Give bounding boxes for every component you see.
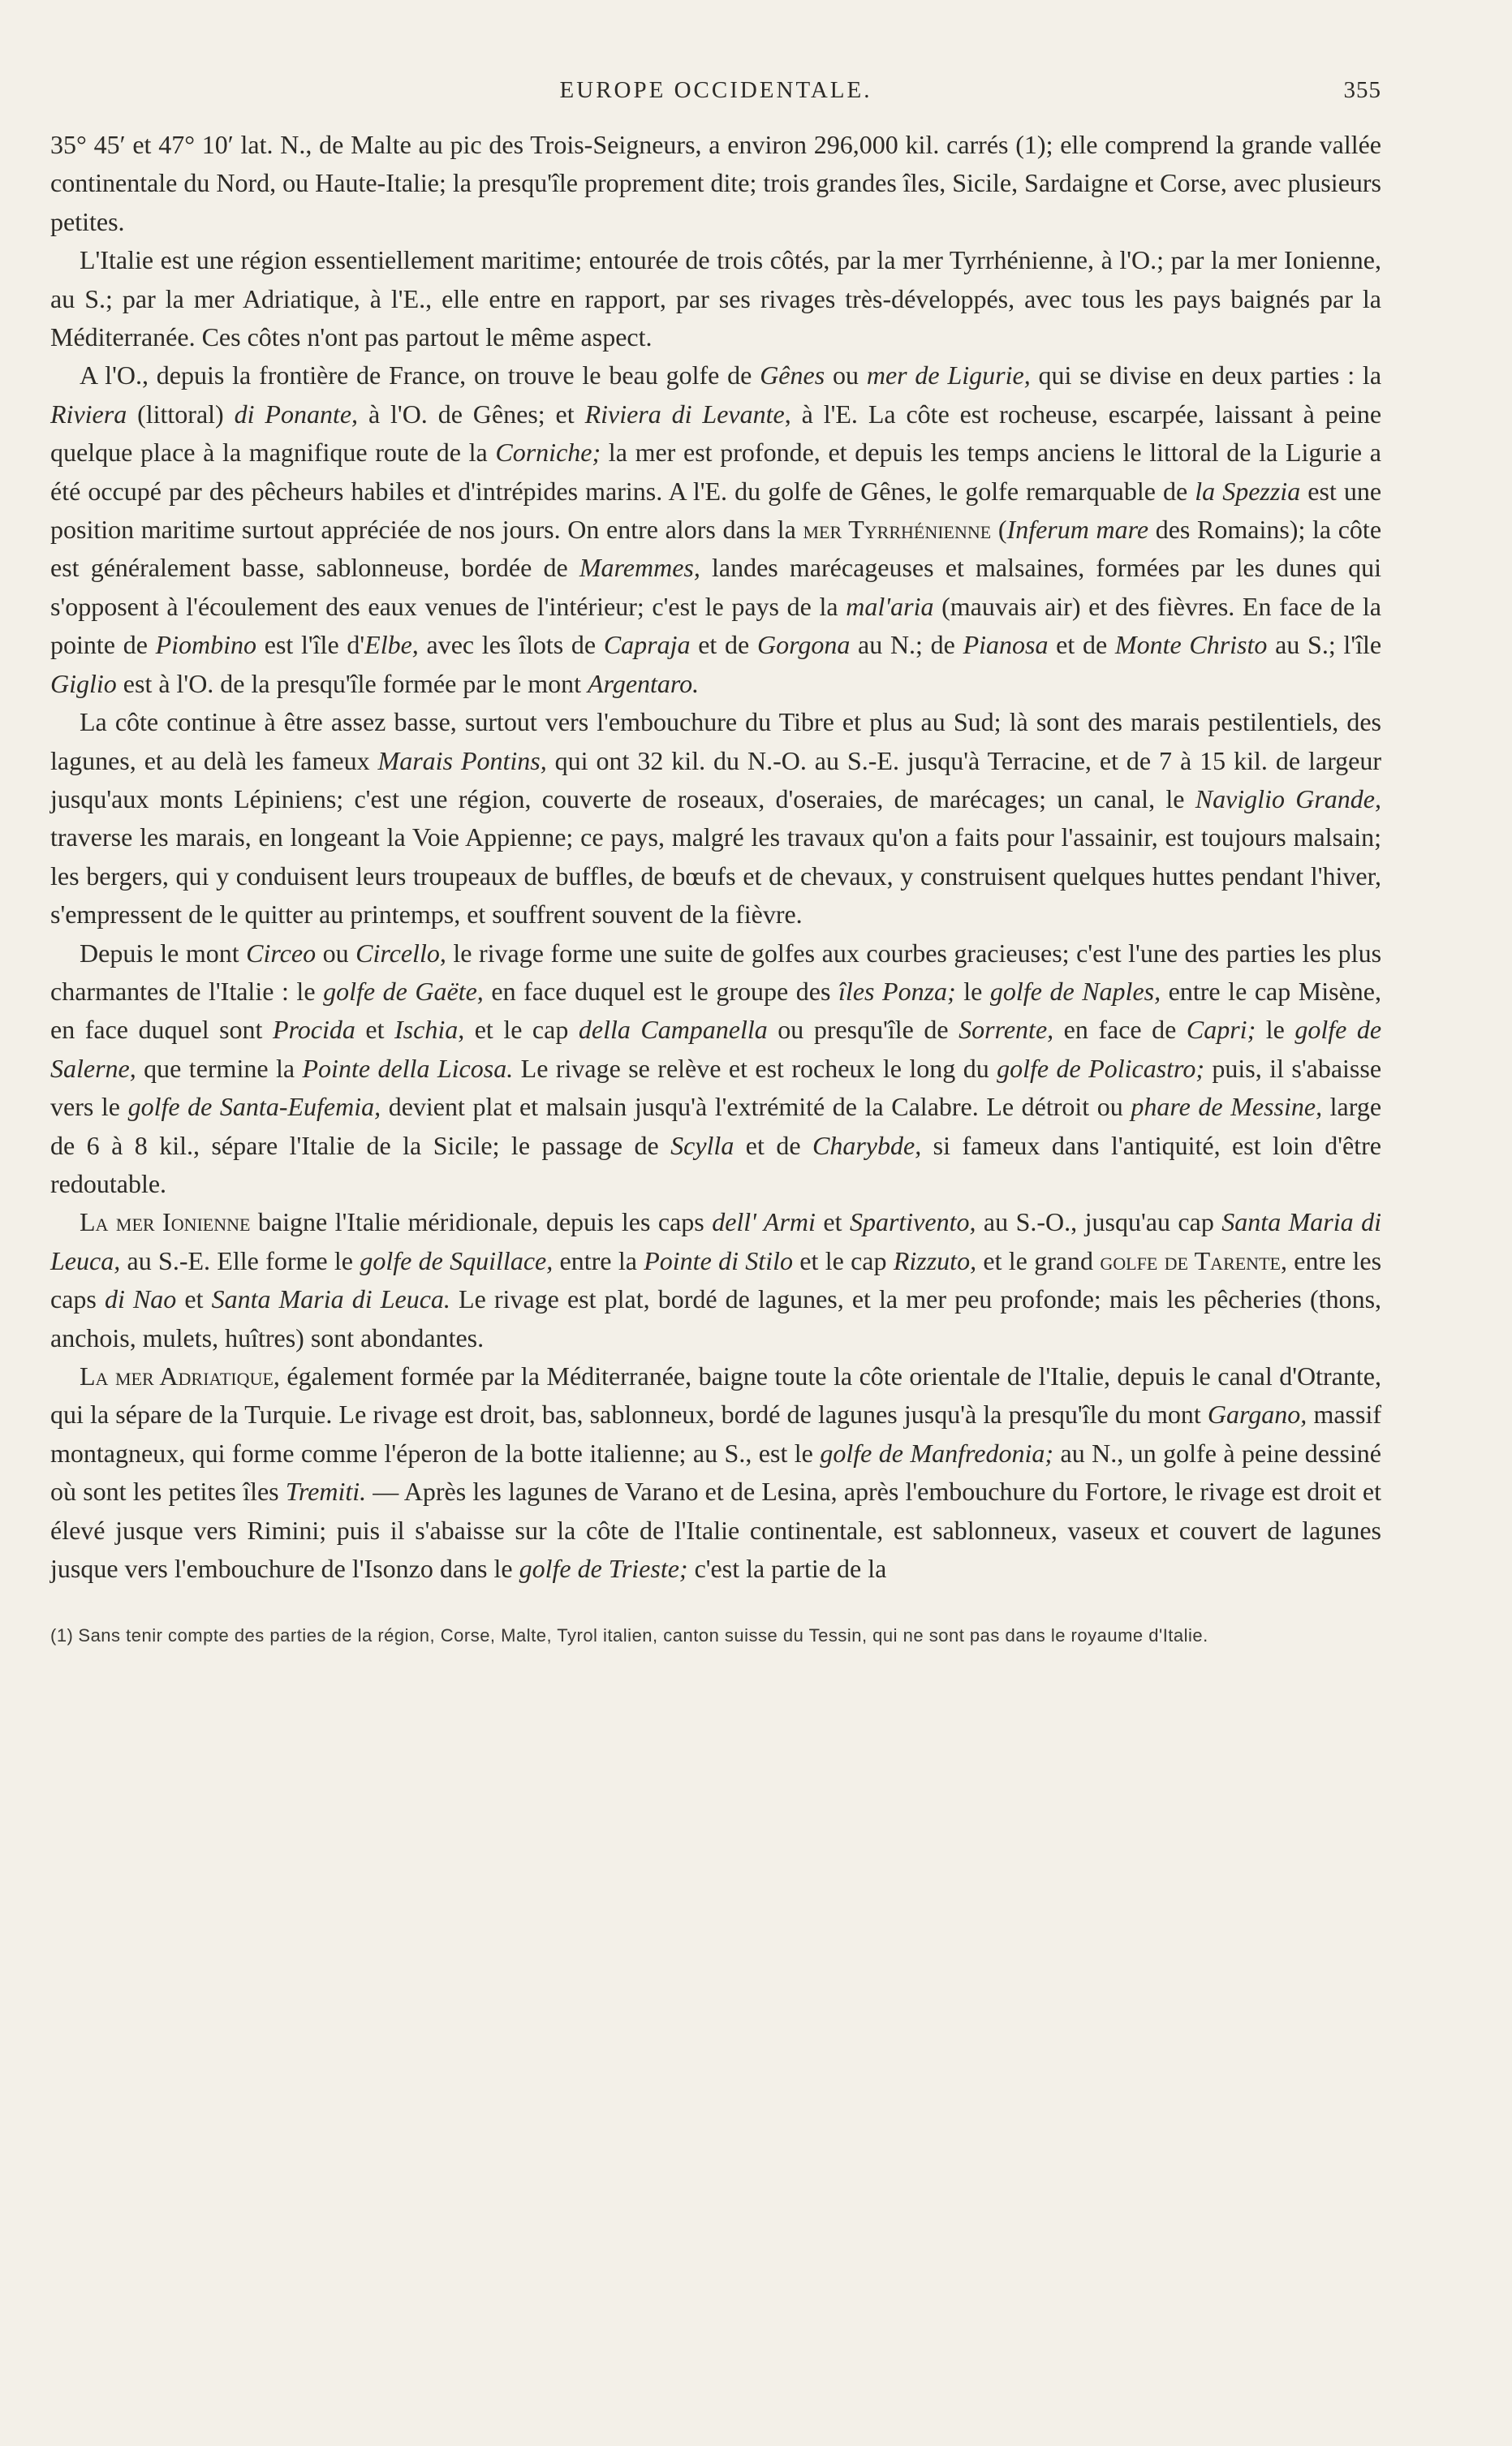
italic-term: Maremmes, <box>579 553 700 583</box>
italic-term: Santa Maria di Leuca. <box>211 1284 450 1314</box>
footnote <box>50 1622 1381 1650</box>
italic-term: Pointe di Stilo <box>644 1245 793 1275</box>
paragraph: 35° 45′ et 47° 10′ lat. N., de Malte au pic des Trois-Seigneurs, a environ 296,000 kil. carrés (1); elle comprend la grande vallée continentale du Nord, ou Haute-Italie; la presqu'île proprement dite; trois grandes îles, Sicile, Sardaigne et Corse, avec plusieurs petites. <box>50 130 1381 236</box>
italic-term: Pianosa <box>963 630 1049 660</box>
italic-term: Rizzuto, <box>893 1245 977 1275</box>
italic-term: di Nao <box>104 1284 177 1314</box>
italic-term: Corniche; <box>495 438 601 468</box>
italic-term: Circeo <box>246 938 317 968</box>
small-caps-term: mer Tyrrhénienne <box>803 515 992 545</box>
italic-term: della Campanella <box>578 1015 768 1045</box>
italic-term: di Ponante, <box>234 399 359 429</box>
italic-term: Argentaro. <box>588 668 700 698</box>
italic-term: Circello, <box>355 938 446 968</box>
italic-term: Piombino <box>155 630 257 660</box>
italic-term: Riviera di Levante <box>584 399 785 429</box>
italic-term: Giglio <box>50 668 117 698</box>
italic-term: Ischia, <box>394 1015 465 1045</box>
italic-term: Gênes <box>760 360 825 390</box>
italic-term: golfe de Policastro; <box>997 1053 1204 1083</box>
italic-term: Capraja <box>603 630 691 660</box>
small-caps-term: La mer Adriatique, <box>80 1361 280 1391</box>
italic-term: îles Ponza; <box>838 976 956 1006</box>
italic-term: Spartivento, <box>849 1207 976 1237</box>
italic-term: Monte Christo <box>1114 630 1268 660</box>
footnote-text: Sans tenir compte des parties de la région, Corse, Malte, Tyrol italien, canton suisse du Tessin, qui ne sont pas dans le royaume d'Italie. <box>78 1625 1208 1646</box>
italic-term: Gorgona <box>756 630 851 660</box>
italic-term: Procida <box>272 1015 355 1045</box>
running-title: EUROPE OCCIDENTALE. <box>559 77 872 103</box>
italic-term: golfe de Manfredonia; <box>820 1438 1054 1468</box>
italic-term: golfe de Squillace, <box>360 1245 554 1275</box>
italic-term: golfe de Naples, <box>989 976 1161 1006</box>
italic-term: Sorrente, <box>958 1015 1054 1045</box>
italic-term: Tremiti. <box>285 1477 367 1507</box>
italic-term: mal'aria <box>846 591 934 621</box>
italic-term: Inferum mare <box>1006 515 1149 545</box>
paragraph: L'Italie est une région essentiellement maritime; entourée de trois côtés, par la mer Tyrrhénienne, à l'O.; par la mer Ionienne, au S.; par la mer Adriatique, à l'E., elle entre en rapport, par ses rivages très-développés, avec tous les pays baignés par la Méditerranée. Ces côtes n'ont pas partout le même aspect. <box>50 245 1381 352</box>
paragraph: La mer Adriatique, également formée par la Méditerranée, baigne toute la côte orientale de l'Italie, depuis le canal d'Otrante, qui la sépare de la Turquie. Le rivage est droit, bas, sablonneux, bordé de lagunes jusqu'à la presqu'île du mont Gargano, massif montagneux, qui forme comme l'éperon de la botte italienne; au S., est le golfe de Manfredonia; au N., un golfe à peine dessiné où sont les petites îles Tremiti. — Après les lagunes de Varano et de Lesina, après l'embouchure du Fortore, le rivage est droit et élevé jusque vers Rimini; puis il s'abaisse sur la côte de l'Italie continentale, est sablonneux, vaseux et couvert de lagunes jusque vers l'embouchure de l'Isonzo dans le golfe de Trieste; c'est la partie de la <box>50 1361 1382 1584</box>
italic-term: golfe de Santa-Eufemia, <box>127 1092 381 1122</box>
italic-term: la Spezzia <box>1195 476 1301 506</box>
italic-term: golfe de Trieste; <box>519 1554 688 1584</box>
small-caps-term: La mer Ionienne <box>80 1207 251 1237</box>
italic-term: golfe de Gaëte, <box>323 976 484 1006</box>
main-text <box>50 126 1381 1588</box>
paragraph: La côte continue à être assez basse, surtout vers l'embouchure du Tibre et plus au Sud; là sont des marais pestilentiels, des lagunes, et au delà les fameux Marais Pontins, qui ont 32 kil. du N.-O. au S.-E. jusqu'à Terracine, et de 7 à 15 kil. de largeur jusqu'aux monts Lépiniens; c'est une région, couverte de roseaux, d'oseraies, de marécages; un canal, le Naviglio Grande, traverse les marais, en longeant la Voie Appienne; ce pays, malgré les travaux qu'on a faits pour l'assainir, est toujours malsain; les bergers, qui y conduisent leurs troupeaux de buffles, de bœufs et de chevaux, y construisent quelques huttes pendant l'hiver, s'empressent de le quitter au printemps, et souffrent souvent de la fièvre. <box>50 707 1382 930</box>
footnote-number: (1) <box>50 1625 74 1646</box>
small-caps-term: golfe de Tarente, <box>1100 1245 1287 1275</box>
page-number: 355 <box>1343 77 1381 103</box>
italic-term: Capri; <box>1186 1015 1256 1045</box>
running-header <box>50 77 1381 118</box>
italic-term: Riviera <box>50 399 127 429</box>
italic-term: mer de Ligurie, <box>866 360 1031 390</box>
italic-term: Santa Maria di Leuca, <box>50 1207 1382 1275</box>
italic-term: Charybde, <box>812 1130 922 1160</box>
italic-term: Scylla <box>670 1130 734 1160</box>
italic-term: Naviglio Grande, <box>1195 783 1382 813</box>
italic-term: phare de Messine, <box>1131 1092 1323 1122</box>
italic-term: Gargano, <box>1207 1400 1307 1430</box>
paragraph: La mer Ionienne baigne l'Italie méridionale, depuis les caps dell' Armi et Spartivento, au S.-O., jusqu'au cap Santa Maria di Leuca, au S.-E. Elle forme le golfe de Squillace, entre la Pointe di Stilo et le cap Rizzuto, et le grand golfe de Tarente, entre les caps di Nao et Santa Maria di Leuca. Le rivage est plat, bordé de lagunes, et la mer peu profonde; mais les pêcheries (thons, anchois, mulets, huîtres) sont abondantes. <box>50 1207 1382 1352</box>
paragraph: Depuis le mont Circeo ou Circello, le rivage forme une suite de golfes aux courbes gracieuses; c'est l'une des parties les plus charmantes de l'Italie : le golfe de Gaëte, en face duquel est le groupe des îles Ponza; le golfe de Naples, entre le cap Misène, en face duquel sont Procida et Ischia, et le cap della Campanella ou presqu'île de Sorrente, en face de Capri; le golfe de Salerne, que termine la Pointe della Licosa. Le rivage se relève et est rocheux le long du golfe de Policastro; puis, il s'abaisse vers le golfe de Santa-Eufemia, devient plat et malsain jusqu'à l'extrémité de la Calabre. Le détroit ou phare de Messine, large de 6 à 8 kil., sépare l'Italie de la Sicile; le passage de Scylla et de Charybde, si fameux dans l'antiquité, est loin d'être redoutable. <box>50 938 1382 1198</box>
italic-term: golfe de Salerne, <box>50 1015 1382 1083</box>
italic-term: Elbe, <box>364 630 419 660</box>
book-page <box>50 77 1381 1650</box>
paragraph: A l'O., depuis la frontière de France, on trouve le beau golfe de Gênes ou mer de Ligurie, qui se divise en deux parties : la Riviera (littoral) di Ponante, à l'O. de Gênes; et Riviera di Levante, à l'E. La côte est rocheuse, escarpée, laissant à peine quelque place à la magnifique route de la Corniche; la mer est profonde, et depuis les temps anciens le littoral de la Ligurie a été occupé par des pêcheurs habiles et d'intrépides marins. A l'E. du golfe de Gênes, le golfe remarquable de la Spezzia est une position maritime surtout appréciée de nos jours. On entre alors dans la mer Tyrrhénienne (Inferum mare des Romains); la côte est généralement basse, sablonneuse, bordée de Maremmes, landes marécageuses et malsaines, formées par les dunes qui s'opposent à l'écoulement des eaux venues de l'intérieur; c'est le pays de la mal'aria (mauvais air) et des fièvres. En face de la pointe de Piombino est l'île d'Elbe, avec les îlots de Capraja et de Gorgona au N.; de Pianosa et de Monte Christo au S.; l'île Giglio est à l'O. de la presqu'île formée par le mont Argentaro. <box>50 360 1382 698</box>
italic-term: dell' Armi <box>712 1207 816 1237</box>
italic-term: Pointe della Licosa. <box>302 1053 514 1083</box>
italic-term: Marais Pontins, <box>377 745 547 775</box>
